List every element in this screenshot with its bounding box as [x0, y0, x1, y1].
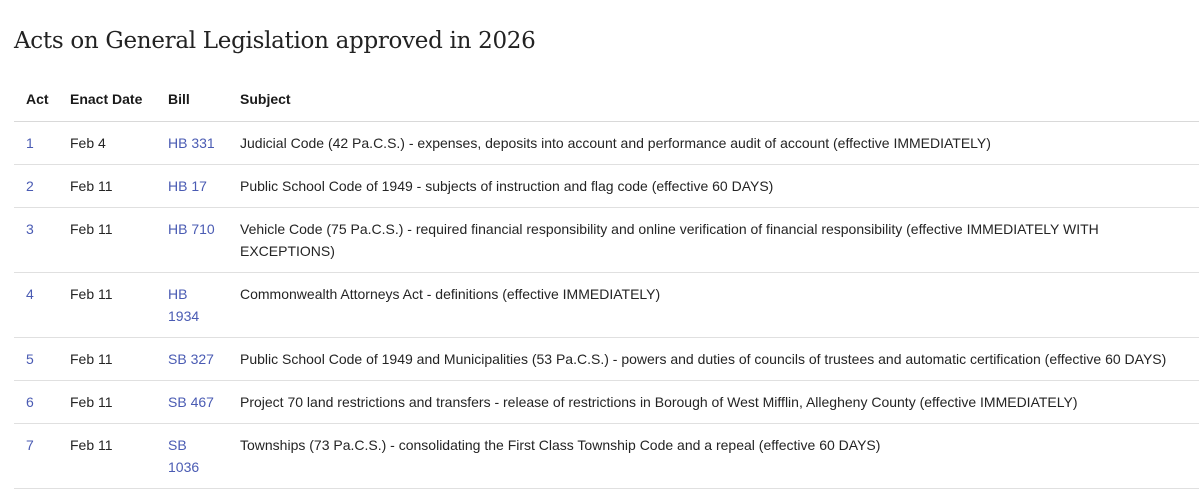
enact-date-cell: Feb 11 [58, 338, 156, 381]
bill-cell [156, 381, 228, 424]
enact-date-cell: Feb 11 [58, 165, 156, 208]
act-link[interactable]: 6 [26, 394, 34, 410]
acts-table [14, 76, 1199, 489]
act-link[interactable]: 3 [26, 221, 34, 237]
subject-cell: Commonwealth Attorneys Act - definitions (effective IMMEDIATELY) [228, 273, 1199, 338]
act-cell [14, 338, 58, 381]
subject-cell: Project 70 land restrictions and transfers - release of restrictions in Borough of West Mifflin, Allegheny County (effective IMMEDIATELY) [228, 381, 1199, 424]
act-cell [14, 208, 58, 273]
page-title: Acts on General Legislation approved in 2026 [14, 28, 536, 54]
subject-cell: Vehicle Code (75 Pa.C.S.) - required financial responsibility and online verification of financial responsibility (effective IMMEDIATELY WITH EXCEPTIONS) [228, 208, 1199, 273]
act-cell [14, 424, 58, 489]
bill-link[interactable]: HB 17 [168, 178, 207, 194]
header-subject: Subject [228, 76, 1199, 122]
bill-link[interactable]: HB 710 [168, 221, 215, 237]
header-enact-date: Enact Date [58, 76, 156, 122]
table-header [14, 76, 1199, 122]
enact-date-cell: Feb 11 [58, 424, 156, 489]
table-row [14, 208, 1199, 273]
header-bill: Bill [156, 76, 228, 122]
act-link[interactable]: 7 [26, 437, 34, 453]
act-cell [14, 273, 58, 338]
header-act: Act [14, 76, 58, 122]
enact-date-cell: Feb 11 [58, 273, 156, 338]
header-row [14, 76, 1199, 122]
table-row [14, 338, 1199, 381]
enact-date-cell: Feb 11 [58, 381, 156, 424]
bill-link[interactable]: HB 1934 [168, 286, 200, 324]
table-row [14, 424, 1199, 489]
act-link[interactable]: 5 [26, 351, 34, 367]
act-link[interactable]: 2 [26, 178, 34, 194]
bill-cell [156, 122, 228, 165]
table-row [14, 122, 1199, 165]
bill-link[interactable]: SB 1036 [168, 437, 200, 475]
enact-date-cell: Feb 11 [58, 208, 156, 273]
act-cell [14, 381, 58, 424]
bill-link[interactable]: SB 327 [168, 351, 214, 367]
act-cell [14, 122, 58, 165]
act-link[interactable]: 1 [26, 135, 34, 151]
bill-cell [156, 208, 228, 273]
subject-cell: Public School Code of 1949 - subjects of instruction and flag code (effective 60 DAYS) [228, 165, 1199, 208]
bill-cell [156, 165, 228, 208]
table-row [14, 381, 1199, 424]
enact-date-cell: Feb 4 [58, 122, 156, 165]
table-row [14, 273, 1199, 338]
act-cell [14, 165, 58, 208]
bill-cell [156, 338, 228, 381]
act-link[interactable]: 4 [26, 286, 34, 302]
subject-cell: Judicial Code (42 Pa.C.S.) - expenses, deposits into account and performance audit of account (effective IMMEDIATELY) [228, 122, 1199, 165]
subject-cell: Public School Code of 1949 and Municipalities (53 Pa.C.S.) - powers and duties of councils of trustees and automatic certification (effective 60 DAYS) [228, 338, 1199, 381]
bill-cell [156, 273, 228, 338]
table-row [14, 165, 1199, 208]
bill-link[interactable]: HB 331 [168, 135, 215, 151]
subject-cell: Townships (73 Pa.C.S.) - consolidating the First Class Township Code and a repeal (effective 60 DAYS) [228, 424, 1199, 489]
bill-link[interactable]: SB 467 [168, 394, 214, 410]
table-body [14, 122, 1199, 489]
bill-cell [156, 424, 228, 489]
